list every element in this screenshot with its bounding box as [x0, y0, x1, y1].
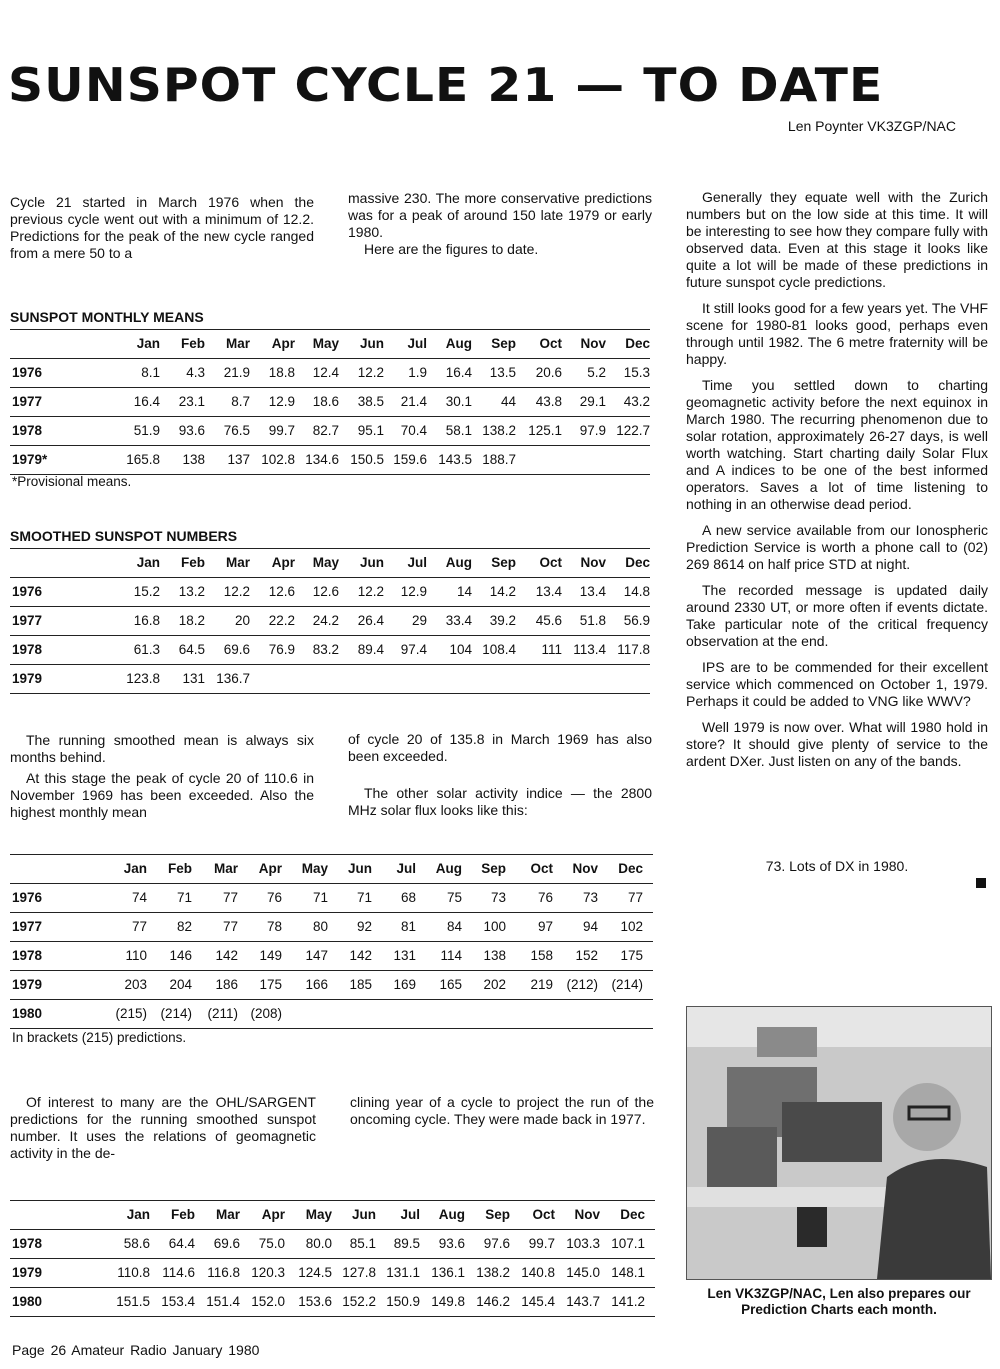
table-caption: SUNSPOT MONTHLY MEANS — [10, 309, 204, 325]
table-cell: 75.0 — [258, 1236, 285, 1251]
table-cell: 175 — [259, 977, 282, 992]
table-cell: 15.3 — [623, 365, 650, 380]
table-cell: 69.6 — [223, 642, 250, 657]
table-cell: 12.6 — [268, 584, 295, 599]
table-cell: 110 — [125, 948, 147, 963]
row-year-label: 1977 — [12, 613, 43, 628]
table-cell: 140.8 — [521, 1265, 555, 1280]
month-header: May — [301, 861, 328, 876]
table-row — [10, 1259, 655, 1288]
month-header: Mar — [213, 861, 238, 876]
table-cell: 137 — [227, 452, 250, 467]
table-cell: 76 — [537, 890, 553, 905]
month-header: Feb — [167, 861, 192, 876]
month-header: Jul — [407, 555, 427, 570]
table-note: *Provisional means. — [12, 474, 132, 489]
table-cell: 108.4 — [482, 642, 516, 657]
table-cell: (212) — [566, 977, 598, 992]
month-header: Nov — [572, 861, 598, 876]
table-cell: 5.2 — [587, 365, 606, 380]
table-cell: 69.6 — [213, 1236, 240, 1251]
table-cell: 20 — [234, 613, 250, 628]
table-cell: 143.5 — [438, 452, 472, 467]
table-row — [10, 578, 650, 607]
table-cell: 20.6 — [535, 365, 562, 380]
month-header: Apr — [271, 555, 295, 570]
table-cell: 102 — [620, 919, 643, 934]
month-header: Sep — [485, 1207, 510, 1222]
month-header: Dec — [625, 555, 650, 570]
page-title: SUNSPOT CYCLE 21 — TO DATE — [8, 58, 884, 112]
table-cell: 8.7 — [231, 394, 250, 409]
table-cell: 4.3 — [186, 365, 205, 380]
table-cell: 110.8 — [117, 1265, 150, 1280]
row-year-label: 1976 — [12, 584, 43, 599]
month-header: Apr — [271, 336, 295, 351]
table-cell: 13.4 — [535, 584, 562, 599]
table-row — [10, 388, 650, 417]
operator-photo — [686, 1006, 992, 1280]
row-year-label: 1980 — [12, 1006, 43, 1021]
table-cell: 188.7 — [482, 452, 516, 467]
table-cell: 12.2 — [357, 584, 384, 599]
month-header: Aug — [445, 555, 472, 570]
table-cell: 131.1 — [386, 1265, 420, 1280]
row-year-label: 1979 — [12, 1265, 43, 1280]
table-cell: 127.8 — [342, 1265, 376, 1280]
table-cell: 186 — [215, 977, 238, 992]
month-header: Aug — [445, 336, 472, 351]
table-cell: 29.1 — [579, 394, 606, 409]
table-smoothed — [10, 524, 650, 694]
mid1-left-text-2: At this stage the peak of cycle 20 of 110.6 in November 1969 has been exceeded. Also the highest monthly mean — [10, 770, 314, 820]
month-header: Jul — [407, 336, 427, 351]
table-cell: 13.2 — [178, 584, 205, 599]
table-cell: 80 — [312, 919, 328, 934]
table-row — [10, 1000, 653, 1029]
table-cell: 153.6 — [298, 1294, 332, 1309]
sidebar-paragraph: Well 1979 is now over. What will 1980 hold in store? It should give plenty of service to the ardent DXer. Just listen on any of the bands. — [686, 719, 988, 769]
row-year-label: 1979 — [12, 671, 43, 686]
table-cell: 18.6 — [312, 394, 339, 409]
table-cell: 136.7 — [216, 671, 250, 686]
table-cell: 77 — [222, 890, 238, 905]
table-cell: 16.4 — [133, 394, 160, 409]
row-year-label: 1978 — [12, 642, 43, 657]
table-cell: 204 — [169, 977, 192, 992]
table-cell: 202 — [483, 977, 506, 992]
month-header: Sep — [491, 336, 516, 351]
table-cell: 85.1 — [349, 1236, 376, 1251]
month-header: Oct — [539, 555, 562, 570]
table-cell: 125.1 — [528, 423, 562, 438]
table-ohl-sargent — [10, 1200, 655, 1317]
table-cell: 64.4 — [168, 1236, 195, 1251]
intro-right-text-2: Here are the figures to date. — [364, 241, 539, 257]
month-header: Oct — [532, 1207, 555, 1222]
month-header: Dec — [625, 336, 650, 351]
sidebar-paragraph: It still looks good for a few years yet. The VHF scene for 1980-81 looks good, perhaps even through until 1982. The 6 metre fraternity will be happy. — [686, 300, 988, 367]
table-cell: 58.6 — [123, 1236, 150, 1251]
month-header: Apr — [258, 861, 282, 876]
table-cell: (208) — [250, 1006, 282, 1021]
table-cell: 203 — [124, 977, 147, 992]
table-cell: 64.5 — [178, 642, 205, 657]
table-cell: 148.1 — [611, 1265, 645, 1280]
table-cell: 13.5 — [489, 365, 516, 380]
table-cell: 104 — [449, 642, 472, 657]
month-header: Jan — [136, 336, 160, 351]
table-cell: 83.2 — [312, 642, 339, 657]
month-header: Sep — [491, 555, 516, 570]
table-cell: 124.5 — [298, 1265, 332, 1280]
table-cell: 43.2 — [623, 394, 650, 409]
table-row — [10, 636, 650, 665]
table-cell: 80.0 — [305, 1236, 332, 1251]
table-cell: 136.1 — [431, 1265, 465, 1280]
month-header: Jan — [136, 555, 160, 570]
month-header: Jan — [126, 1207, 150, 1222]
table-cell: 138 — [182, 452, 205, 467]
table-row — [10, 942, 653, 971]
table-cell: 14 — [456, 584, 472, 599]
table-cell: 145.0 — [566, 1265, 600, 1280]
month-header: Mar — [225, 336, 250, 351]
table-cell: 26.4 — [357, 613, 384, 628]
table-cell: 146.2 — [476, 1294, 510, 1309]
table-cell: 81 — [400, 919, 416, 934]
table-cell: 77 — [131, 919, 147, 934]
table-header-row — [10, 548, 650, 578]
month-header: Sep — [481, 861, 506, 876]
table-cell: 92 — [356, 919, 372, 934]
table-cell: 150.5 — [350, 452, 384, 467]
month-header: Jun — [347, 861, 372, 876]
table-cell: 131 — [393, 948, 416, 963]
sidebar-paragraph: The recorded message is updated daily around 2330 UT, or more often if events dictate. Take particular note of the critical frequency observation at the end. — [686, 582, 988, 649]
table-cell: 111 — [541, 642, 562, 657]
table-cell: 16.4 — [445, 365, 472, 380]
table-cell: 76 — [266, 890, 282, 905]
table-row — [10, 446, 650, 475]
table-cell: 82 — [176, 919, 192, 934]
table-cell: 97 — [537, 919, 553, 934]
table-cell: 43.8 — [535, 394, 562, 409]
table-row — [10, 1230, 655, 1259]
table-cell: 107.1 — [611, 1236, 645, 1251]
table-cell: 169 — [393, 977, 416, 992]
table-cell: 12.6 — [312, 584, 339, 599]
table-cell: 76.9 — [268, 642, 295, 657]
mid1-right — [348, 731, 652, 828]
table-cell: 14.8 — [623, 584, 650, 599]
month-header: Feb — [180, 336, 205, 351]
table-cell: 150.9 — [386, 1294, 420, 1309]
table-cell: 145.4 — [521, 1294, 555, 1309]
month-header: Nov — [580, 555, 606, 570]
table-cell: 94 — [582, 919, 598, 934]
month-header: Feb — [180, 555, 205, 570]
mid2-left — [10, 1094, 316, 1171]
table-cell: 51.9 — [133, 423, 160, 438]
table-cell: 44 — [500, 394, 516, 409]
table-cell: 8.1 — [141, 365, 160, 380]
table-cell: 143.7 — [566, 1294, 600, 1309]
table-cell: 152.2 — [342, 1294, 376, 1309]
row-year-label: 1979* — [12, 452, 48, 467]
table-cell: 39.2 — [489, 613, 516, 628]
table-cell: 89.4 — [357, 642, 384, 657]
intro-left-text: Cycle 21 started in March 1976 when the previous cycle went out with a minimum of 12.2. Predictions for the peak of the new cycle ranged from a mere 50 to a — [10, 194, 314, 261]
table-note: In brackets (215) predictions. — [12, 1030, 187, 1045]
table-cell: 21.9 — [223, 365, 250, 380]
month-header: Feb — [170, 1207, 195, 1222]
table-cell: 185 — [349, 977, 372, 992]
sidebar-paragraph: A new service available from our Ionospheric Prediction Service is worth a phone call to (02) 269 8614 on half price STD at night. — [686, 522, 988, 572]
table-cell: 77 — [222, 919, 238, 934]
table-cell: 175 — [620, 948, 643, 963]
month-header: Aug — [438, 1207, 465, 1222]
sidebar-column — [686, 189, 988, 779]
table-row — [10, 417, 650, 446]
row-year-label: 1978 — [12, 1236, 43, 1251]
table-cell: 76.5 — [223, 423, 250, 438]
month-header: Jul — [396, 861, 416, 876]
table-cell: 138.2 — [476, 1265, 510, 1280]
month-header: Nov — [580, 336, 606, 351]
table-cell: 219 — [530, 977, 553, 992]
table-cell: 75 — [446, 890, 462, 905]
table-cell: 74 — [131, 890, 147, 905]
table-cell: 14.2 — [489, 584, 516, 599]
table-cell: 12.9 — [268, 394, 295, 409]
table-cell: 158 — [530, 948, 553, 963]
table-cell: 16.8 — [133, 613, 160, 628]
intro-left — [10, 194, 314, 271]
signoff: 73. Lots of DX in 1980. — [765, 858, 909, 874]
table-cell: 120.3 — [251, 1265, 285, 1280]
table-cell: 142 — [215, 948, 238, 963]
intro-right-text-1: massive 230. The more conservative predictions was for a peak of around 150 late 1979 or early 1980. — [348, 190, 652, 240]
table-cell: 33.4 — [445, 613, 472, 628]
table-cell: 15.2 — [133, 584, 160, 599]
table-cell: 153.4 — [161, 1294, 195, 1309]
table-cell: (214) — [611, 977, 643, 992]
table-cell: 84 — [446, 919, 462, 934]
table-cell: 93.6 — [438, 1236, 465, 1251]
table-row — [10, 971, 653, 1000]
table-cell: 159.6 — [393, 452, 427, 467]
month-header: Dec — [620, 1207, 645, 1222]
month-header: Jun — [359, 336, 384, 351]
table-cell: 56.9 — [623, 613, 650, 628]
table-cell: 149 — [259, 948, 282, 963]
table-cell: 147 — [305, 948, 328, 963]
table-cell: 77 — [627, 890, 643, 905]
table-cell: 122.7 — [616, 423, 650, 438]
table-cell: 78 — [266, 919, 282, 934]
row-year-label: 1977 — [12, 919, 43, 934]
table-cell: 22.2 — [268, 613, 295, 628]
table-cell: 142 — [349, 948, 372, 963]
month-header: Mar — [225, 555, 250, 570]
month-header: Jun — [351, 1207, 376, 1222]
table-cell: 18.2 — [178, 613, 205, 628]
table-cell: 24.2 — [312, 613, 339, 628]
table-cell: 30.1 — [445, 394, 472, 409]
byline: Len Poynter VK3ZGP/NAC — [787, 118, 956, 134]
table-cell: 61.3 — [133, 642, 160, 657]
mid2-left-text: Of interest to many are the OHL/SARGENT predictions for the running smoothed sunspot number. It uses the relations of geomagnetic activity in the de- — [10, 1094, 316, 1161]
table-header-row — [10, 329, 650, 359]
table-monthly-means — [10, 305, 650, 475]
table-cell: (211) — [207, 1006, 238, 1021]
table-cell: 73 — [490, 890, 506, 905]
table-row — [10, 665, 650, 694]
month-header: Jan — [123, 861, 147, 876]
mid2-right-text: clining year of a cycle to project the run of the oncoming cycle. They were made back in 1977. — [350, 1094, 654, 1127]
page-footer: Page 26 Amateur Radio January 1980 — [12, 1342, 260, 1358]
sidebar-paragraph: Time you settled down to charting geomagnetic activity before the next equinox in March 1980. The recurring phenomenon due to solar rotation, approximately 26-27 days, is well worth watching. Start charting daily Solar Flux and A indices to be one of the best informed operators. Saves a lot of time listening to nothing in an otherwise dead period. — [686, 377, 988, 512]
month-header: Nov — [574, 1207, 600, 1222]
row-year-label: 1977 — [12, 394, 43, 409]
table-cell: 100 — [483, 919, 506, 934]
table-cell: 102.8 — [261, 452, 295, 467]
table-cell: 89.5 — [393, 1236, 420, 1251]
mid1-left — [10, 732, 314, 830]
table-cell: 21.4 — [400, 394, 427, 409]
table-cell: 134.6 — [305, 452, 339, 467]
table-cell: 117.8 — [617, 642, 650, 657]
table-cell: 12.9 — [400, 584, 427, 599]
month-header: Aug — [435, 861, 462, 876]
table-cell: 51.8 — [579, 613, 606, 628]
operator-photo-illustration — [687, 1007, 991, 1279]
row-year-label: 1979 — [12, 977, 43, 992]
table-header-row — [10, 855, 653, 884]
end-mark — [976, 878, 986, 888]
table-cell: 12.2 — [223, 584, 250, 599]
table-cell: 138.2 — [482, 423, 516, 438]
table-cell: 97.9 — [579, 423, 606, 438]
month-header: Oct — [530, 861, 553, 876]
table-cell: 29 — [411, 613, 427, 628]
month-header: May — [305, 1207, 332, 1222]
table-cell: 99.7 — [268, 423, 295, 438]
row-year-label: 1976 — [12, 890, 43, 905]
table-cell: (214) — [160, 1006, 192, 1021]
table-row — [10, 913, 653, 942]
table-cell: 114.6 — [162, 1265, 195, 1280]
table-cell: (215) — [115, 1006, 147, 1021]
table-cell: 116.8 — [207, 1265, 240, 1280]
sidebar-paragraph: Generally they equate well with the Zurich numbers but on the low side at this time. It will be interesting to see how they compare fully with observed data. Even at this stage it looks like quite a lot will be made of these predictions in future sunspot cycle predictions. — [686, 189, 988, 290]
table-cell: 103.3 — [566, 1236, 600, 1251]
table-cell: 146 — [169, 948, 192, 963]
month-header: Oct — [539, 336, 562, 351]
table-cell: 82.7 — [312, 423, 339, 438]
table-cell: 97.4 — [400, 642, 427, 657]
table-cell: 152.0 — [251, 1294, 285, 1309]
table-cell: 71 — [312, 890, 328, 905]
table-cell: 71 — [356, 890, 372, 905]
table-cell: 151.4 — [206, 1294, 240, 1309]
month-header: May — [312, 555, 339, 570]
month-header: Apr — [261, 1207, 285, 1222]
table-row — [10, 359, 650, 388]
table-solar-flux — [10, 854, 653, 1029]
month-header: Dec — [618, 861, 643, 876]
table-cell: 97.6 — [483, 1236, 510, 1251]
table-cell: 38.5 — [357, 394, 384, 409]
table-row — [10, 884, 653, 913]
table-cell: 70.4 — [400, 423, 427, 438]
table-cell: 114 — [440, 948, 462, 963]
table-cell: 123.8 — [126, 671, 160, 686]
sidebar-paragraph: IPS are to be commended for their excellent service which commenced on October 1, 1979. Perhaps it could be added to VNG like WWV? — [686, 659, 988, 709]
table-cell: 73 — [582, 890, 598, 905]
table-row — [10, 607, 650, 636]
month-header: Mar — [215, 1207, 240, 1222]
table-cell: 13.4 — [579, 584, 606, 599]
mid1-right-text-2: The other solar activity indice — the 2800 MHz solar flux looks like this: — [348, 785, 652, 818]
table-cell: 58.1 — [445, 423, 472, 438]
month-header: Jun — [359, 555, 384, 570]
table-cell: 131 — [182, 671, 205, 686]
table-cell: 99.7 — [528, 1236, 555, 1251]
table-cell: 1.9 — [408, 365, 427, 380]
mid1-left-text-1: The running smoothed mean is always six months behind. — [10, 732, 314, 765]
table-cell: 141.2 — [611, 1294, 645, 1309]
table-cell: 12.2 — [357, 365, 384, 380]
table-row — [10, 1288, 655, 1317]
table-cell: 45.6 — [535, 613, 562, 628]
table-header-row — [10, 1201, 655, 1230]
table-cell: 149.8 — [431, 1294, 465, 1309]
table-cell: 93.6 — [178, 423, 205, 438]
table-cell: 165 — [439, 977, 462, 992]
table-cell: 23.1 — [178, 394, 205, 409]
month-header: Jul — [400, 1207, 420, 1222]
table-cell: 138 — [483, 948, 506, 963]
table-cell: 71 — [176, 890, 192, 905]
table-cell: 151.5 — [116, 1294, 150, 1309]
mid1-right-text-1: of cycle 20 of 135.8 in March 1969 has also been exceeded. — [348, 731, 652, 764]
table-caption: SMOOTHED SUNSPOT NUMBERS — [10, 528, 238, 544]
row-year-label: 1976 — [12, 365, 43, 380]
table-cell: 18.8 — [268, 365, 295, 380]
row-year-label: 1978 — [12, 948, 43, 963]
intro-right — [348, 190, 652, 267]
mid2-right — [350, 1094, 654, 1137]
table-cell: 68 — [400, 890, 416, 905]
row-year-label: 1978 — [12, 423, 43, 438]
table-cell: 12.4 — [312, 365, 339, 380]
row-year-label: 1980 — [12, 1294, 43, 1309]
table-cell: 165.8 — [126, 452, 160, 467]
table-cell: 166 — [305, 977, 328, 992]
month-header: May — [312, 336, 339, 351]
table-cell: 95.1 — [357, 423, 384, 438]
table-cell: 152 — [575, 948, 598, 963]
photo-caption: Len VK3ZGP/NAC, Len also prepares our Prediction Charts each month. — [707, 1286, 971, 1317]
table-cell: 113.4 — [573, 642, 606, 657]
